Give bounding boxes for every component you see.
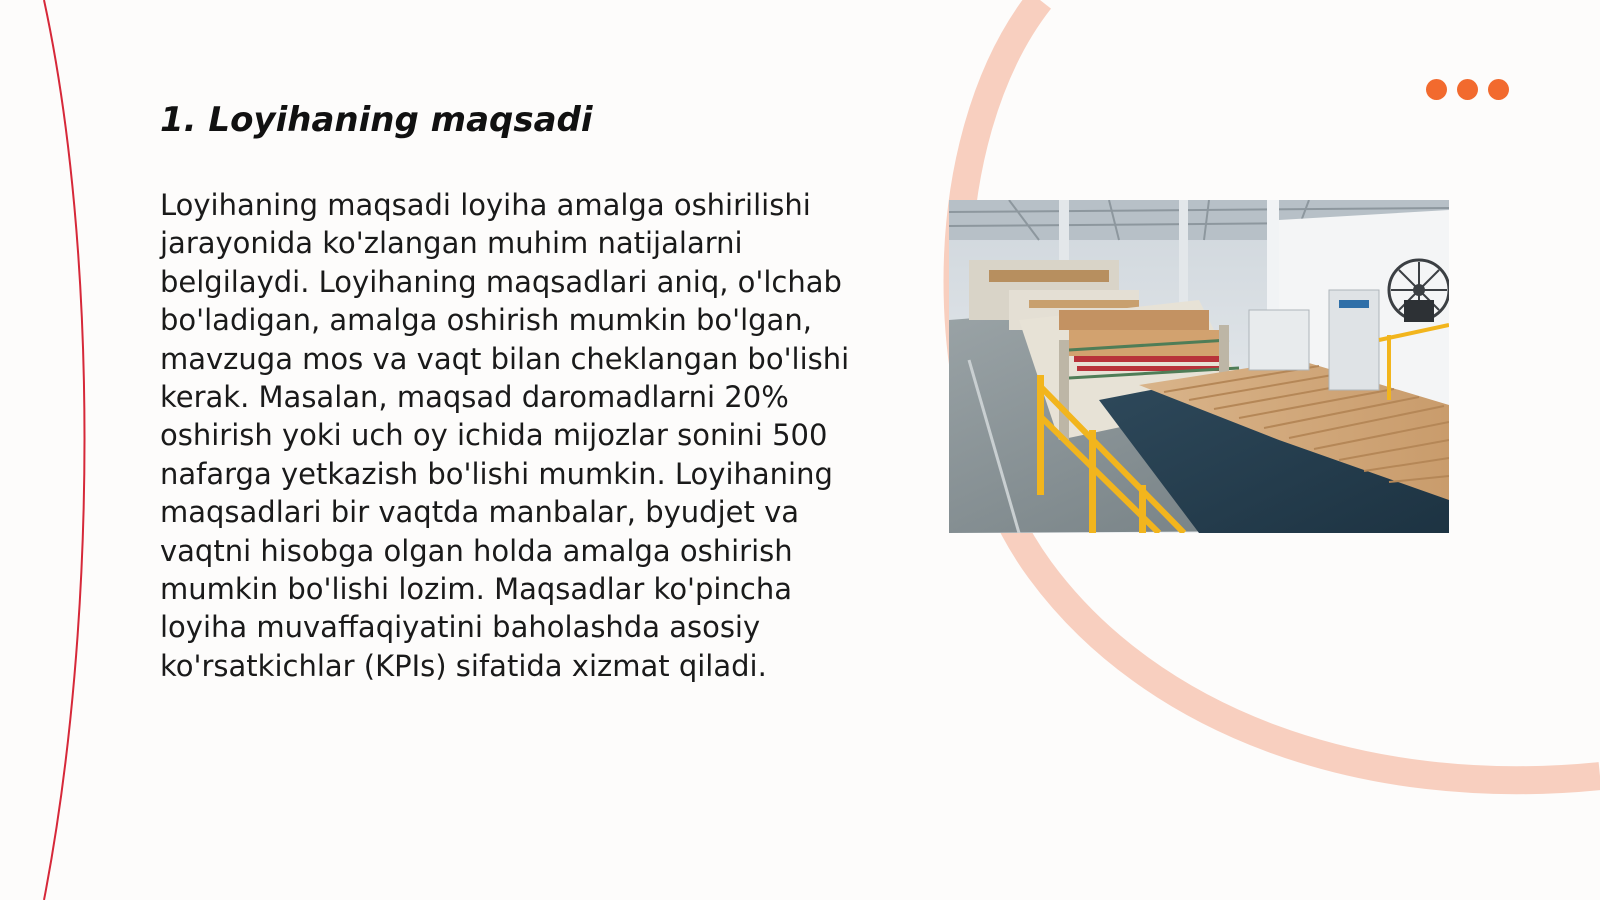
red-curve-line [44, 0, 85, 900]
dot-3 [1488, 79, 1509, 100]
dot-1 [1426, 79, 1447, 100]
dot-2 [1457, 79, 1478, 100]
factory-production-line-image [949, 200, 1449, 533]
slide-body-text: Loyihaning maqsadi loyiha amalga oshirilishi jarayonida ko'zlangan muhim natijalarni belgilaydi. Loyihaning maqsadlari aniq, o'lchab bo'ladigan, amalga oshirish mumkin bo'lgan, mavzuga mos va vaqt bilan cheklangan bo'lishi kerak. Masalan, maqsad daromadlarni 20% oshirish yoki uch oy ichida mijozlar sonini 500 nafarga yetkazish bo'lishi mumkin. Loyihaning maqsadlari bir vaqtda manbalar, byudjet va vaqtni hisobga olgan holda amalga oshirish mumkin bo'lishi lozim. Maqsadlar ko'pincha loyiha muvaffaqiyatini baholashda asosiy ko'rsatkichlar (KPIs) sifatida xizmat qiladi. [160, 188, 850, 683]
factory-photo-graphic [949, 200, 1449, 533]
three-dots-decoration [1426, 79, 1512, 101]
slide-title: 1. Loyihaning maqsadi [160, 100, 593, 140]
